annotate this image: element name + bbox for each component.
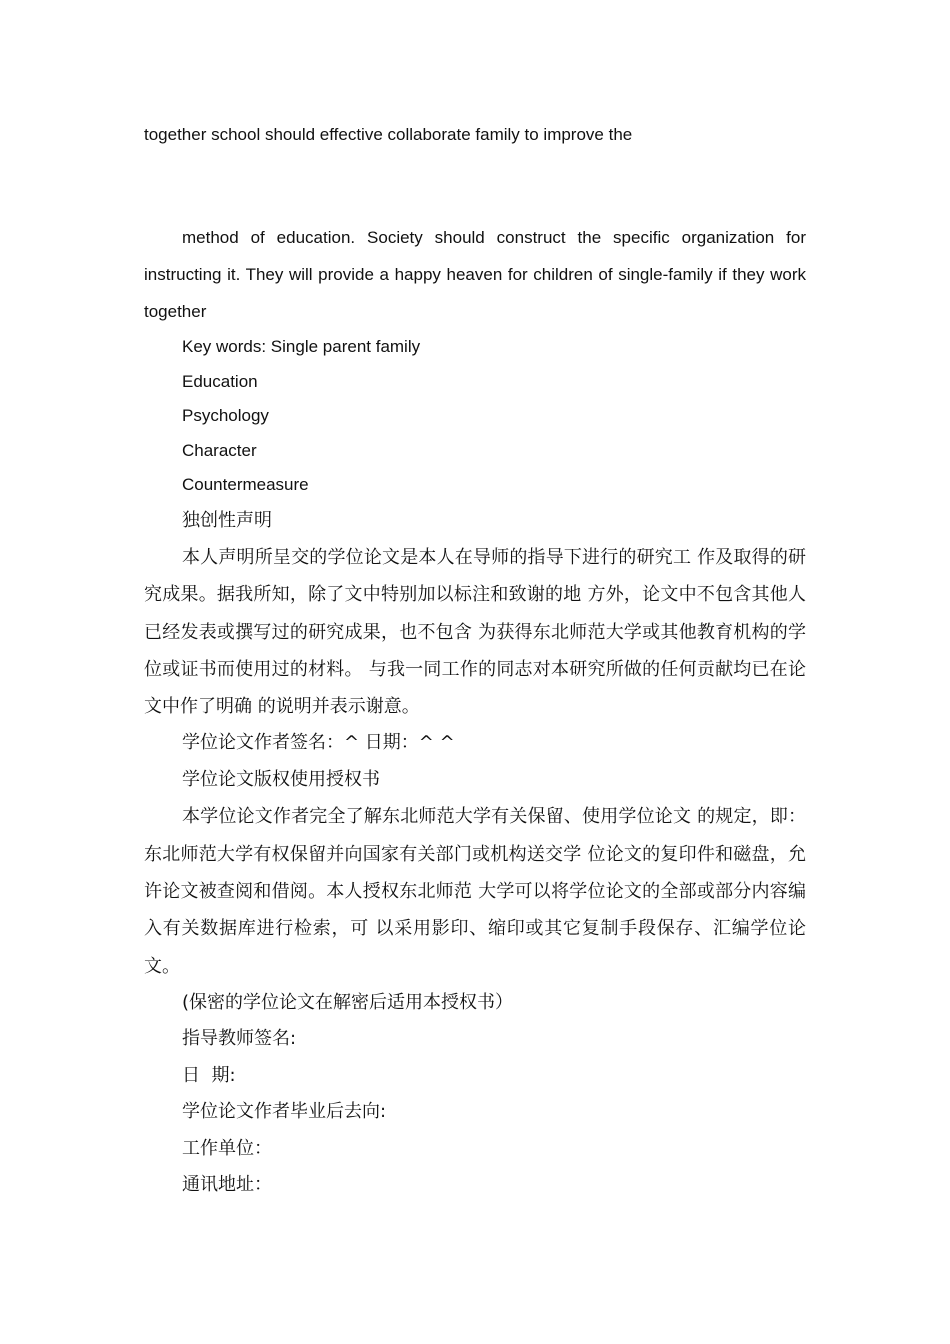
- document-body: [144, 219, 806, 1204]
- copyright-authorization-title: 学位论文版权使用授权书: [182, 768, 380, 790]
- abstract-fragment-line: together school should effective collaborate family to improve the: [144, 125, 633, 144]
- originality-statement-title: 独创性声明: [182, 509, 272, 531]
- secrecy-note: (保密的学位论文在解密后适用本授权书）: [182, 991, 514, 1013]
- keyword-item: Psychology: [182, 406, 269, 425]
- date-label: 日 期:: [182, 1064, 236, 1086]
- originality-statement-text: 本人声明所呈交的学位论文是本人在导师的指导下进行的研究工 作及取得的研究成果。据我所知，除了文中特别加以标注和致谢的地 方外，论文中不包含其他人已经发表或撰写过的研究成果，也不包含 为获得东北师范大学或其他教育机构的学位或证书而使用过的材料。 与我一同工作的同志对本研究所做的任何贡献均已在论文中作了明确 的说明并表示谢意。: [144, 547, 806, 718]
- mailing-address-label: 通讯地址：: [182, 1174, 272, 1196]
- copyright-authorization-text: 本学位论文作者完全了解东北师范大学有关保留、使用学位论文 的规定，即：东北师范大学有权保留并向国家有关部门或机构送交学 位论文的复印件和磁盘，允许论文被查阅和借阅。本人授权东北师范 大学可以将学位论文的全部或部分内容编入有关数据库进行检索，可 以采用影印、缩印或其它复制手段保存、汇编学位论文。: [144, 806, 806, 977]
- keywords-label: Key words: Single parent family: [182, 337, 421, 356]
- keyword-item: Character: [182, 440, 257, 460]
- keyword-item: Education: [182, 371, 258, 391]
- abstract-continuation-paragraph: method of education. Society should construct the specific organization for instructing it. They will provide a happy heaven for children of single-family if they work together: [144, 228, 806, 321]
- work-unit-label: 工作单位：: [182, 1137, 272, 1159]
- after-graduation-label: 学位论文作者毕业后去向:: [182, 1101, 387, 1123]
- supervisor-signature-label: 指导教师签名:: [182, 1028, 297, 1050]
- keyword-item: Countermeasure: [182, 475, 309, 494]
- author-signature-line: 学位论文作者签名：^ 日期：^ ^: [182, 732, 455, 754]
